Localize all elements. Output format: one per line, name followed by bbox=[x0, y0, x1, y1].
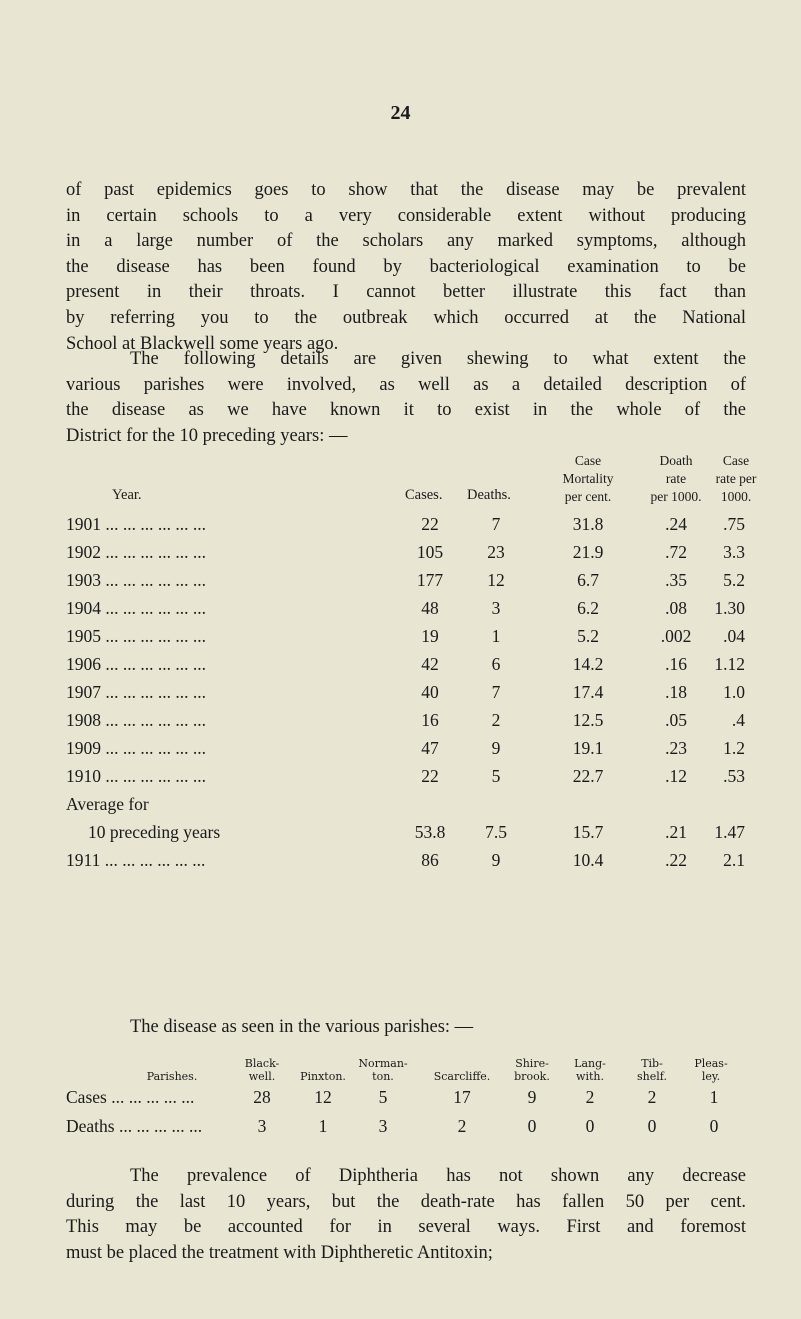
row-cases: 105 bbox=[416, 542, 444, 562]
row-cases: 86 bbox=[421, 850, 439, 870]
cell-value: 1 bbox=[318, 1116, 328, 1136]
row-cases: 19 bbox=[421, 626, 439, 646]
row-mortality: 12.5 bbox=[572, 710, 604, 730]
parish-col-shirebrook bbox=[514, 1057, 550, 1083]
row-deaths: 6 bbox=[491, 654, 501, 674]
row-cases: 22 bbox=[421, 766, 439, 786]
header-line: ley. bbox=[701, 1070, 721, 1083]
text-line: District for the 10 preceding years: — bbox=[66, 425, 348, 446]
header-line: Case bbox=[574, 453, 602, 468]
row-year: 1905 ... ... ... ... ... ... bbox=[66, 626, 206, 646]
row-mortality: 21.9 bbox=[572, 542, 604, 562]
deaths-label: Deaths ... ... ... ... ... bbox=[66, 1116, 203, 1136]
row-deaths: 7.5 bbox=[485, 822, 507, 842]
row-deaths: 3 bbox=[491, 598, 501, 618]
row-death-rate: .08 bbox=[665, 598, 687, 618]
cell-value: 1 bbox=[709, 1087, 719, 1107]
table-row bbox=[0, 850, 801, 874]
row-case-rate: 1.12 bbox=[714, 654, 745, 674]
parish-col-tibshelf bbox=[637, 1057, 667, 1083]
row-cases: 48 bbox=[421, 598, 439, 618]
row-mortality: 10.4 bbox=[572, 850, 604, 870]
row-year: 1909 ... ... ... ... ... ... bbox=[66, 738, 206, 758]
header-line: Pinxton. bbox=[300, 1070, 346, 1083]
cell-value: 2 bbox=[457, 1116, 467, 1136]
row-case-rate: 5.2 bbox=[723, 570, 745, 590]
paragraph-prevalence bbox=[66, 1164, 746, 1266]
cell-value: 0 bbox=[647, 1116, 657, 1136]
header-line: brook. bbox=[514, 1070, 550, 1083]
text-line: must be placed the treatment with Diphtheretic Antitoxin; bbox=[66, 1242, 493, 1263]
cell-value: 9 bbox=[527, 1087, 537, 1107]
row-deaths: 5 bbox=[491, 766, 501, 786]
row-death-rate: .22 bbox=[665, 850, 687, 870]
row-year: 1901 ... ... ... ... ... ... bbox=[66, 514, 206, 534]
cell-value: 12 bbox=[314, 1087, 332, 1107]
row-mortality: 19.1 bbox=[572, 738, 604, 758]
header-line: per cent. bbox=[564, 489, 612, 504]
cell-value: 2 bbox=[647, 1087, 657, 1107]
header-line: Lang- bbox=[574, 1057, 606, 1070]
row-year: 1903 ... ... ... ... ... ... bbox=[66, 570, 206, 590]
row-case-rate: 1.47 bbox=[714, 822, 745, 842]
header-line: 1000. bbox=[720, 489, 752, 504]
row-year: 1910 ... ... ... ... ... ... bbox=[66, 766, 206, 786]
header-line: per 1000. bbox=[650, 489, 702, 504]
row-death-rate: .24 bbox=[665, 514, 687, 534]
row-deaths: 7 bbox=[491, 682, 501, 702]
header-line: ton. bbox=[372, 1070, 394, 1083]
parish-col-pinxton bbox=[300, 1057, 346, 1083]
text-line: The prevalence of Diphtheria has not shown any decrease bbox=[130, 1166, 746, 1186]
row-death-rate: .72 bbox=[665, 542, 687, 562]
row-cases: 47 bbox=[421, 738, 439, 758]
row-mortality: 14.2 bbox=[572, 654, 604, 674]
row-case-rate: .4 bbox=[731, 710, 745, 730]
row-mortality: 31.8 bbox=[572, 514, 604, 534]
text-line: This may be accounted for in several ways. First and foremost bbox=[66, 1217, 746, 1238]
row-year: 1906 ... ... ... ... ... ... bbox=[66, 654, 206, 674]
paragraph-epidemics bbox=[66, 178, 746, 357]
row-deaths: 12 bbox=[487, 570, 505, 590]
row-year: 1904 ... ... ... ... ... ... bbox=[66, 598, 206, 618]
row-death-rate: .002 bbox=[660, 626, 692, 646]
header-line bbox=[434, 1057, 491, 1070]
table-row bbox=[0, 542, 801, 566]
row-deaths: 7 bbox=[491, 514, 501, 534]
row-deaths: 9 bbox=[491, 850, 501, 870]
text-line: present in their throats. I cannot better illustrate this fact than bbox=[66, 282, 746, 303]
parish-col-pleasley bbox=[694, 1057, 727, 1083]
row-mortality: 6.2 bbox=[577, 598, 599, 618]
table-row bbox=[0, 514, 801, 538]
table-row bbox=[0, 598, 801, 622]
row-death-rate: .23 bbox=[665, 738, 687, 758]
row-case-rate: 2.1 bbox=[723, 850, 745, 870]
row-case-rate: 3.3 bbox=[723, 542, 745, 562]
text-line: The following details are given shewing to what extent the bbox=[130, 349, 746, 369]
header-mortality bbox=[538, 453, 638, 504]
cell-value: 3 bbox=[257, 1116, 267, 1136]
row-cases: 177 bbox=[416, 570, 444, 590]
header-line: Mortality bbox=[562, 471, 614, 486]
average-label-row bbox=[0, 794, 801, 818]
header-deaths: Deaths. bbox=[467, 487, 511, 503]
table-row bbox=[0, 710, 801, 734]
row-case-rate: .04 bbox=[723, 626, 745, 646]
text-line: of past epidemics goes to show that the disease may be prevalent bbox=[66, 180, 746, 200]
text-line: School at Blackwell some years ago. bbox=[66, 333, 339, 354]
average-row bbox=[0, 822, 801, 846]
parish-caption: The disease as seen in the various parishes: — bbox=[130, 1017, 474, 1037]
cell-value: 28 bbox=[253, 1087, 271, 1107]
row-mortality: 5.2 bbox=[577, 626, 599, 646]
page-number: 24 bbox=[390, 102, 411, 124]
row-year: 10 preceding years bbox=[88, 822, 221, 842]
header-line: Shire- bbox=[515, 1057, 549, 1070]
text-line: in certain schools to a very considerable extent without producing bbox=[66, 205, 746, 226]
header-line: Pleas- bbox=[694, 1057, 728, 1070]
row-year: 1911 ... ... ... ... ... ... bbox=[66, 850, 206, 870]
parish-col-scarcliffe bbox=[434, 1057, 491, 1083]
header-case-rate bbox=[688, 453, 784, 504]
text-line: the disease has been found by bacteriological examination to be bbox=[66, 256, 746, 277]
parish-col-normanton bbox=[358, 1057, 407, 1083]
header-line: Black- bbox=[244, 1057, 280, 1070]
header-line: Tib- bbox=[641, 1057, 663, 1070]
parishes-label: Parishes. bbox=[146, 1070, 198, 1083]
cell-value: 2 bbox=[585, 1087, 595, 1107]
cell-value: 3 bbox=[378, 1116, 388, 1136]
row-death-rate: .21 bbox=[665, 822, 687, 842]
text-line: by referring you to the outbreak which occurred at the National bbox=[66, 307, 746, 328]
row-case-rate: .75 bbox=[723, 514, 745, 534]
row-mortality: 22.7 bbox=[572, 766, 604, 786]
row-case-rate: .53 bbox=[723, 766, 745, 786]
row-cases: 16 bbox=[421, 710, 439, 730]
row-case-rate: 1.0 bbox=[723, 682, 745, 702]
text-line: during the last 10 years, but the death-rate has fallen 50 per cent. bbox=[66, 1191, 746, 1212]
paragraph-details-intro bbox=[66, 347, 746, 449]
header-line: rate bbox=[665, 471, 687, 486]
table-row bbox=[0, 682, 801, 706]
row-cases: 42 bbox=[421, 654, 439, 674]
header-cases: Cases. bbox=[405, 487, 443, 503]
header-line: with. bbox=[576, 1070, 604, 1083]
header-line: Doath bbox=[659, 453, 693, 468]
header-line bbox=[300, 1057, 346, 1070]
cell-value: 0 bbox=[527, 1116, 537, 1136]
row-case-rate: 1.2 bbox=[723, 738, 745, 758]
header-line: Norman- bbox=[358, 1057, 408, 1070]
header-line: shelf. bbox=[637, 1070, 667, 1083]
parish-col-blackwell bbox=[245, 1057, 280, 1083]
row-deaths: 23 bbox=[487, 542, 505, 562]
header-line: rate per bbox=[715, 471, 757, 486]
row-deaths: 2 bbox=[491, 710, 501, 730]
table-row bbox=[0, 654, 801, 678]
row-deaths: 9 bbox=[491, 738, 501, 758]
row-death-rate: .35 bbox=[665, 570, 687, 590]
row-year: 1907 ... ... ... ... ... ... bbox=[66, 682, 206, 702]
row-cases: 53.8 bbox=[414, 822, 446, 842]
text-line: the disease as we have known it to exist in the whole of the bbox=[66, 400, 746, 421]
header-line: well. bbox=[248, 1070, 276, 1083]
header-year: Year. bbox=[112, 487, 142, 503]
table-row bbox=[0, 738, 801, 762]
table-row bbox=[0, 766, 801, 790]
row-mortality: 6.7 bbox=[577, 570, 599, 590]
row-mortality: 15.7 bbox=[572, 822, 604, 842]
row-year: 1902 ... ... ... ... ... ... bbox=[66, 542, 206, 562]
text-line: various parishes were involved, as well as a detailed description of bbox=[66, 374, 746, 395]
row-mortality: 17.4 bbox=[572, 682, 604, 702]
row-death-rate: .18 bbox=[665, 682, 687, 702]
row-death-rate: .16 bbox=[665, 654, 687, 674]
row-deaths: 1 bbox=[491, 626, 501, 646]
cell-value: 0 bbox=[585, 1116, 595, 1136]
header-line: Case bbox=[722, 453, 750, 468]
cell-value: 5 bbox=[378, 1087, 388, 1107]
table-row bbox=[0, 570, 801, 594]
cell-value: 0 bbox=[709, 1116, 719, 1136]
row-death-rate: .05 bbox=[665, 710, 687, 730]
table-row bbox=[0, 626, 801, 650]
row-year: 1908 ... ... ... ... ... ... bbox=[66, 710, 206, 730]
row-cases: 22 bbox=[421, 514, 439, 534]
average-label: Average for bbox=[66, 794, 149, 814]
text-line: in a large number of the scholars any marked symptoms, although bbox=[66, 231, 746, 252]
row-cases: 40 bbox=[421, 682, 439, 702]
parish-col-langwith bbox=[574, 1057, 606, 1083]
row-case-rate: 1.30 bbox=[714, 598, 745, 618]
cases-label: Cases ... ... ... ... ... bbox=[66, 1087, 195, 1107]
cell-value: 17 bbox=[453, 1087, 471, 1107]
header-line: Scarcliffe. bbox=[433, 1070, 491, 1083]
row-death-rate: .12 bbox=[665, 766, 687, 786]
